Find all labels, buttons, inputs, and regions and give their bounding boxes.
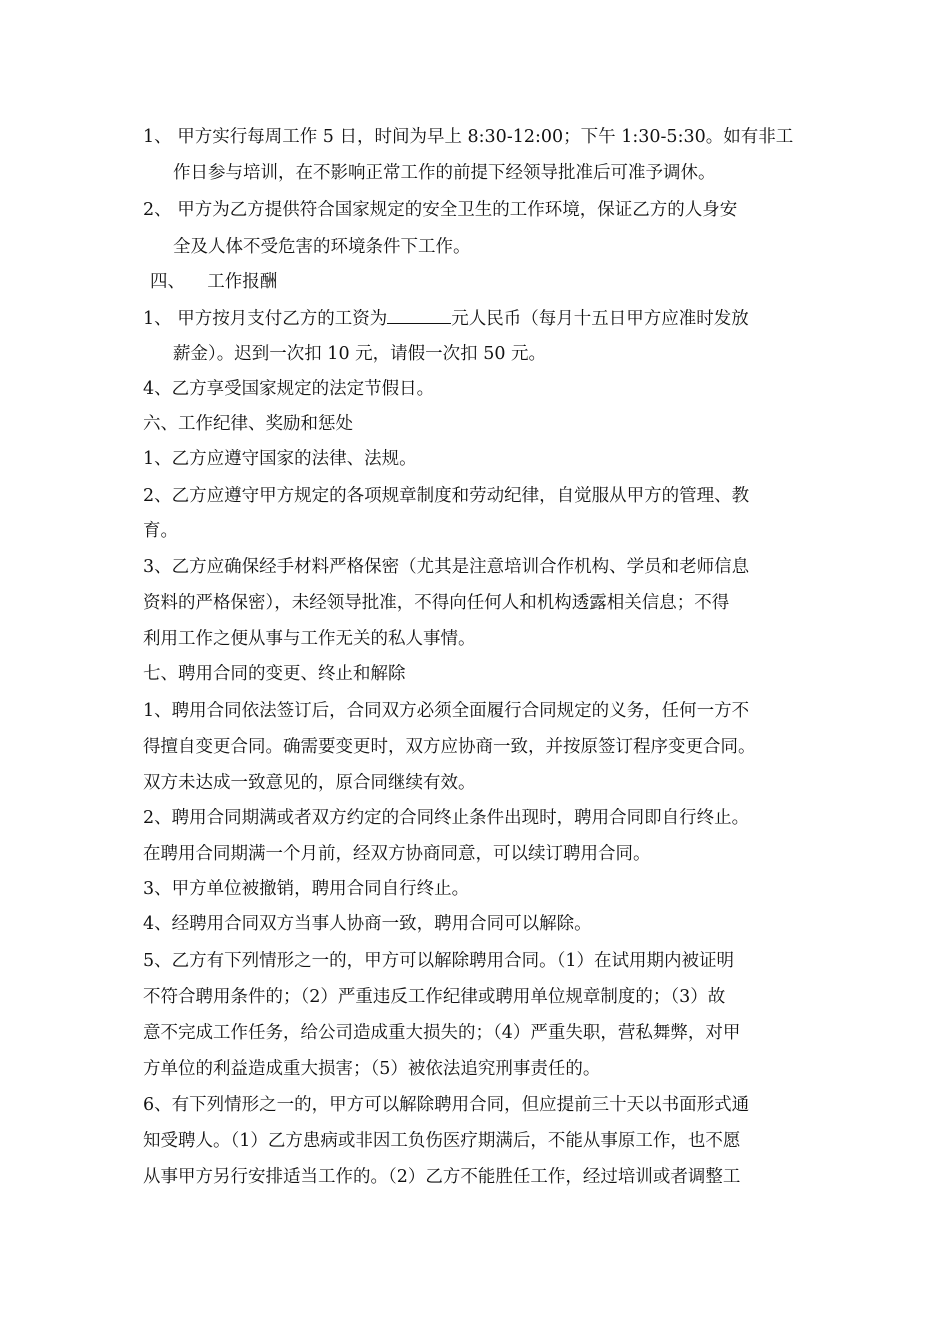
clause-7-5-line-3: 意不完成工作任务，给公司造成重大损失的；（4）严重失职，营私舞弊，对甲 bbox=[143, 1023, 741, 1043]
clause-6-3-line-1: 3、乙方应确保经手材料严格保密（尤其是注意培训合作机构、学员和老师信息 bbox=[143, 557, 750, 577]
clause-6-2-line-2: 育。 bbox=[143, 521, 178, 541]
clause-3-2-line-2: 全及人体不受危害的环境条件下工作。 bbox=[173, 237, 471, 257]
section-4-heading: 四、 工作报酬 bbox=[150, 272, 278, 292]
clause-7-1-line-1: 1、聘用合同依法签订后，合同双方必须全面履行合同规定的义务，任何一方不 bbox=[143, 701, 750, 721]
clause-7-6-line-3: 从事甲方另行安排适当工作的。（2）乙方不能胜任工作，经过培训或者调整工 bbox=[143, 1167, 741, 1187]
clause-3-2-line-1: 2、 甲方为乙方提供符合国家规定的安全卫生的工作环境，保证乙方的人身安 bbox=[143, 200, 738, 220]
clause-7-5-line-1: 5、乙方有下列情形之一的，甲方可以解除聘用合同。（1）在试用期内被证明 bbox=[143, 951, 735, 971]
clause-7-4: 4、经聘用合同双方当事人协商一致，聘用合同可以解除。 bbox=[143, 914, 592, 934]
clause-7-1-line-2: 得擅自变更合同。确需要变更时，双方应协商一致，并按原签订程序变更合同。 bbox=[143, 737, 756, 757]
clause-6-2-line-1: 2、乙方应遵守甲方规定的各项规章制度和劳动纪律，自觉服从甲方的管理、教 bbox=[143, 486, 750, 506]
clause-4-1-line-2: 薪金）。迟到一次扣 10 元，请假一次扣 50 元。 bbox=[173, 344, 547, 364]
clause-4-4: 4、乙方享受国家规定的法定节假日。 bbox=[143, 379, 435, 399]
clause-7-1-line-3: 双方未达成一致意见的，原合同继续有效。 bbox=[143, 773, 476, 793]
salary-text-before: 1、 甲方按月支付乙方的工资为 bbox=[143, 309, 388, 329]
clause-6-3-line-2: 资料的严格保密），未经领导批准，不得向任何人和机构透露相关信息；不得 bbox=[143, 593, 730, 613]
clause-3-1-line-2: 作日参与培训，在不影响正常工作的前提下经领导批准后可准予调休。 bbox=[173, 163, 716, 183]
clause-4-1-line-1 bbox=[143, 305, 749, 331]
section-6-heading: 六、工作纪律、奖励和惩处 bbox=[143, 414, 353, 434]
clause-7-2-line-1: 2、聘用合同期满或者双方约定的合同终止条件出现时，聘用合同即自行终止。 bbox=[143, 808, 750, 828]
clause-7-6-line-1: 6、有下列情形之一的，甲方可以解除聘用合同，但应提前三十天以书面形式通 bbox=[143, 1095, 750, 1115]
clause-3-1-line-1: 1、 甲方实行每周工作 5 日，时间为早上 8:30-12:00；下午 1:30-5:30。如有非工 bbox=[143, 127, 794, 147]
clause-6-3-line-3: 利用工作之便从事与工作无关的私人事情。 bbox=[143, 629, 476, 649]
clause-7-5-line-2: 不符合聘用条件的；（2）严重违反工作纪律或聘用单位规章制度的；（3）故 bbox=[143, 987, 726, 1007]
clause-7-6-line-2: 知受聘人。（1）乙方患病或非因工负伤医疗期满后，不能从事原工作，也不愿 bbox=[143, 1131, 741, 1151]
salary-text-after: 元人民币（每月十五日甲方应准时发放 bbox=[451, 309, 749, 329]
clause-6-1: 1、乙方应遵守国家的法律、法规。 bbox=[143, 449, 417, 469]
clause-7-2-line-2: 在聘用合同期满一个月前，经双方协商同意，可以续订聘用合同。 bbox=[143, 844, 651, 864]
section-7-heading: 七、聘用合同的变更、终止和解除 bbox=[143, 664, 406, 684]
salary-blank bbox=[387, 305, 451, 324]
clause-7-3: 3、甲方单位被撤销，聘用合同自行终止。 bbox=[143, 879, 470, 899]
clause-7-5-line-4: 方单位的利益造成重大损害；（5）被依法追究刑事责任的。 bbox=[143, 1059, 601, 1079]
